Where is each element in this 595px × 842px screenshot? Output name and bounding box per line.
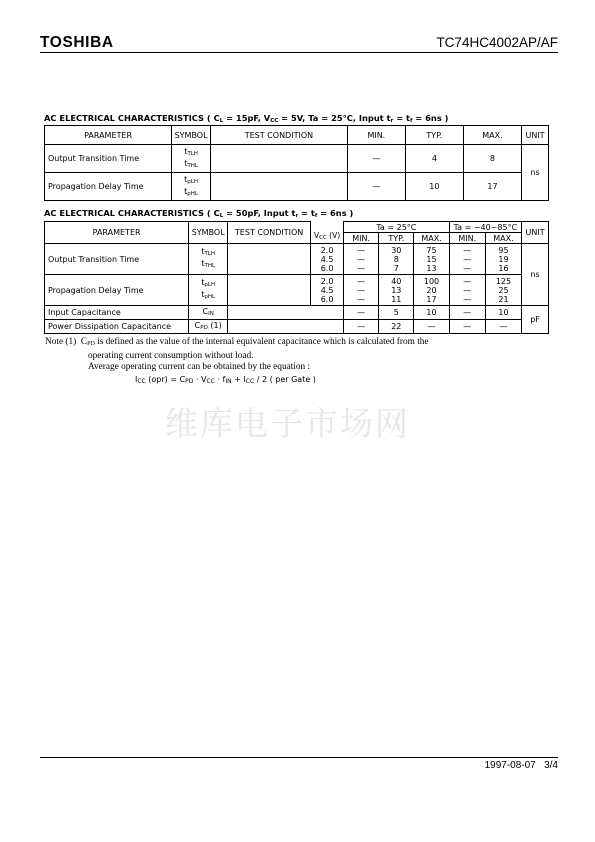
- toshiba-logo: TOSHIBA: [40, 34, 114, 51]
- symbol-cell: $C_{IN}$: [189, 306, 228, 320]
- min-cell: —: [344, 320, 379, 334]
- vcc-cell: 2.0 4.5 6.0: [311, 244, 344, 275]
- symbol-cell: $t_{pLH}$ $t_{pHL}$: [172, 173, 211, 201]
- condition-cell: [228, 275, 311, 306]
- footer-date: 1997-08-07: [484, 760, 536, 771]
- page-header: [40, 34, 558, 52]
- table-row: [45, 145, 549, 173]
- header-unit: UNIT: [522, 126, 549, 145]
- unit-cell: ns: [522, 145, 549, 201]
- header-typ: TYP.: [379, 233, 414, 244]
- header-test-condition: TEST CONDITION: [211, 126, 348, 145]
- footer-rule: [40, 757, 558, 758]
- table-row: [45, 244, 549, 275]
- ac-characteristics-table-15pf: [44, 125, 549, 201]
- max-cell: 100 20 17: [414, 275, 449, 306]
- part-number: TC74HC4002AP/AF: [436, 35, 558, 50]
- watermark: 维库电子市场网: [165, 404, 410, 443]
- footer-info: [485, 760, 558, 771]
- header-max: MAX.: [463, 126, 521, 145]
- param-cell: Power Dissipation Capacitance: [45, 320, 189, 334]
- table2-title: AC ELECTRICAL CHARACTERISTICS ( $C_L = 50pF$, Input $t_r = t_f = 6ns$ ): [44, 208, 354, 219]
- max-cell: —: [414, 320, 449, 334]
- header-ta-range: Ta = −40~85°C: [449, 222, 521, 233]
- param-cell: Output Transition Time: [45, 244, 189, 275]
- header-typ: TYP.: [405, 126, 463, 145]
- min-range-cell: —: [449, 306, 485, 320]
- max-cell: 75 15 13: [414, 244, 449, 275]
- max-cell: 8: [463, 145, 521, 173]
- max-range-cell: 10: [485, 306, 521, 320]
- header-test-condition: TEST CONDITION: [228, 222, 311, 244]
- condition-cell: [211, 173, 348, 201]
- max-range-cell: 95 19 16: [485, 244, 521, 275]
- typ-cell: 40 13 11: [379, 275, 414, 306]
- note-line-2: operating current consumption without load.: [88, 350, 254, 361]
- symbol-cell: $t_{pLH}$ $t_{pHL}$: [189, 275, 228, 306]
- table-row: [45, 306, 549, 320]
- header-max-range: MAX.: [485, 233, 521, 244]
- symbol-cell: $C_{PD}$ (1): [189, 320, 228, 334]
- min-cell: —: [344, 306, 379, 320]
- header-parameter: PARAMETER: [45, 222, 189, 244]
- max-cell: 17: [463, 173, 521, 201]
- typ-cell: 4: [405, 145, 463, 173]
- header-symbol: SYMBOL: [189, 222, 228, 244]
- table-row: [45, 173, 549, 201]
- param-cell: Propagation Delay Time: [45, 275, 189, 306]
- min-range-cell: —: [449, 320, 485, 334]
- header-ta-25: Ta = 25°C: [344, 222, 450, 233]
- note-line-1: Note (1) $C_{PD}$ is defined as the value of the internal equivalent capacitance which is calculated from the: [45, 337, 429, 347]
- condition-cell: [228, 244, 311, 275]
- table-row: [45, 275, 549, 306]
- min-cell: — — —: [344, 244, 379, 275]
- symbol-cell: $t_{TLH}$ $t_{THL}$: [172, 145, 211, 173]
- param-cell: Output Transition Time: [45, 145, 172, 173]
- header-symbol: SYMBOL: [172, 126, 211, 145]
- min-range-cell: — — —: [449, 275, 485, 306]
- condition-cell: [228, 306, 344, 320]
- symbol-cell: $t_{TLH}$ $t_{THL}$: [189, 244, 228, 275]
- condition-cell: [211, 145, 348, 173]
- footnote: [45, 337, 545, 387]
- param-cell: Propagation Delay Time: [45, 173, 172, 201]
- unit-cell: ns: [522, 244, 549, 306]
- min-cell: —: [347, 173, 405, 201]
- typ-cell: 22: [379, 320, 414, 334]
- min-cell: — — —: [344, 275, 379, 306]
- page-number: 3/4: [544, 760, 558, 771]
- table1-title: AC ELECTRICAL CHARACTERISTICS ( $C_L = 15pF$, $V_{CC} = 5V$, Ta = 25°C, Input $t_r = t_f = 6ns$ ): [44, 113, 449, 124]
- ac-characteristics-table-50pf: [44, 221, 549, 334]
- min-range-cell: — — —: [449, 244, 485, 275]
- header-vcc: $V_{CC}$ (V): [311, 222, 344, 244]
- typ-cell: 10: [405, 173, 463, 201]
- typ-cell: 5: [379, 306, 414, 320]
- typ-cell: 30 8 7: [379, 244, 414, 275]
- vcc-cell: 2.0 4.5 6.0: [311, 275, 344, 306]
- min-cell: —: [347, 145, 405, 173]
- header-min: MIN.: [347, 126, 405, 145]
- table-row: [45, 320, 549, 334]
- header-min: MIN.: [344, 233, 379, 244]
- note-line-3: Average operating current can be obtained by the equation :: [88, 362, 311, 372]
- max-range-cell: 125 25 21: [485, 275, 521, 306]
- header-parameter: PARAMETER: [45, 126, 172, 145]
- header-min-range: MIN.: [449, 233, 485, 244]
- header-max: MAX.: [414, 233, 449, 244]
- equation: $I_{CC}$ $(opr) = C_{PD} \cdot V_{CC} \cdot f_{IN} + I_{CC} / 2$ ( per Gate ): [135, 374, 316, 385]
- header-unit: UNIT: [522, 222, 549, 244]
- condition-cell: [228, 320, 344, 334]
- param-cell: Input Capacitance: [45, 306, 189, 320]
- max-cell: 10: [414, 306, 449, 320]
- header-rule: [40, 52, 558, 53]
- unit-cell: pF: [522, 306, 549, 334]
- max-range-cell: —: [485, 320, 521, 334]
